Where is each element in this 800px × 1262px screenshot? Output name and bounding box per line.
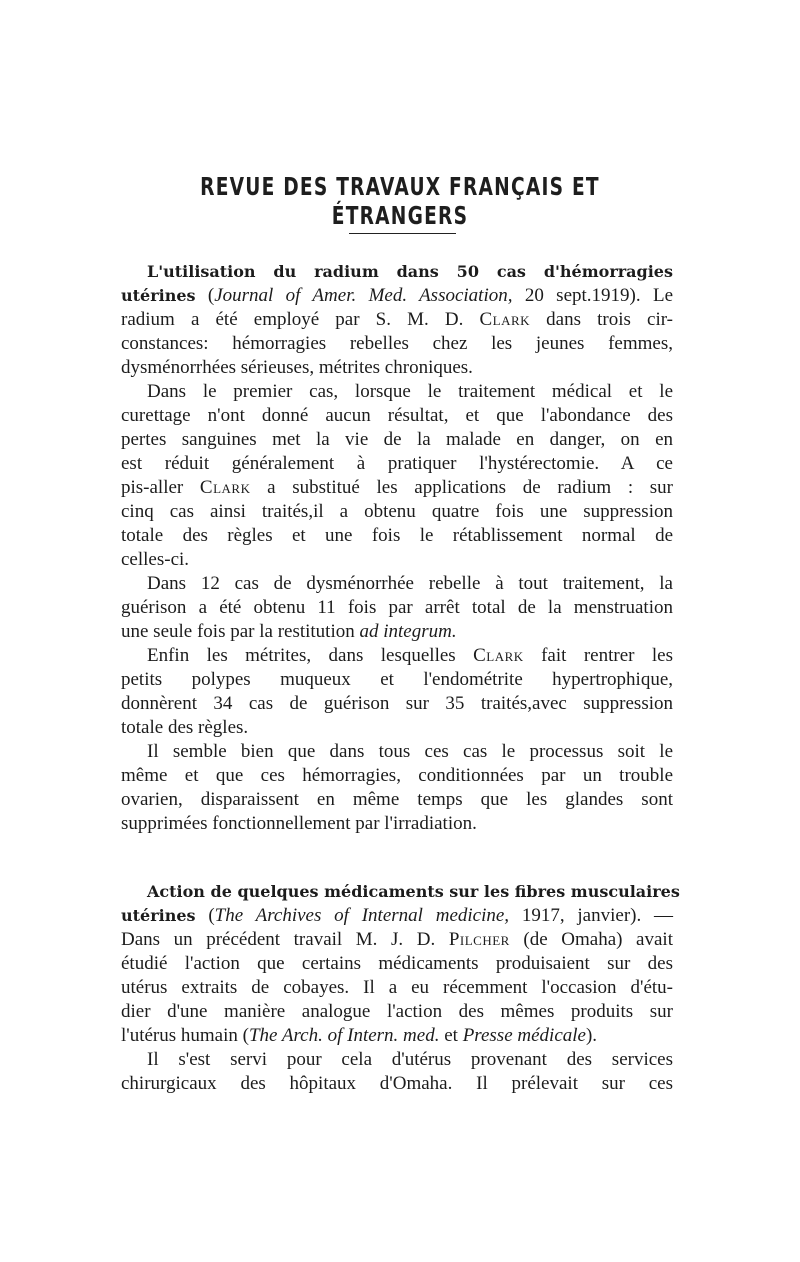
title-rule: [349, 233, 456, 234]
article1: L'utilisation du radium dans 50 cas d'hémorragies utérines (Journal of Amer. Med. Association, 20 sept.1919). Le radium a été employé par S. M. D. Clark dans trois cir- constances: hémorragies rebelles chez les jeunes femmes, dysménorrhées sérieuses, métrites chroniques. Dans le premier cas, lorsque le traitement médical et le curettage n'ont donné aucun résultat, et que l'abondance des pertes sanguines met la vie de la malade en danger, on en est réduit généralement à pratiquer l'hystérectomie. A ce pis-aller Clark a substitué les applications de radium : sur cinq cas ainsi traités,il a obtenu quatre fois une suppression totale des règles et une fois le rétablissement normal de celles-ci. Dans 12 cas de dysménorrhée rebelle à tout traitement, la guérison a été obtenu 11 fois par arrêt total de la menstruation une seule fois par la restitution ad integrum. Enfin les métrites, dans lesquelles Clark fait rentrer les petits polypes muqueux et l'endométrite hypertrophique, donnèrent 34 cas de guérison sur 35 traités,avec suppression totale des règles. Il semble bien que dans tous ces cas le processus soit le même et que ces hémorragies, conditionnées par un trouble ovarien, disparaissent en même temps que les glandes sont supprimées fonctionnellement par l'irradiation.: [121, 262, 674, 834]
article2: Action de quelques médicaments sur les fibres musculaires utérines (The Archives of Internal medicine, 1917, janvier). — Dans un précédent travail M. J. D. Pilcher (de Omaha) avait étudié l'action que certains médicaments produisaient sur des utérus extraits de cobayes. Il a eu récemment l'occasion d'étu- dier d'une manière analogue l'action des mêmes produits sur l'utérus humain (The Arch. of Intern. med. et Presse médicale). Il s'est servi pour cela d'utérus provenant des services chirurgicaux des hôpitaux d'Omaha. Il prélevait sur ces: [121, 882, 680, 1094]
page-title: REVUE DES TRAVAUX FRANÇAIS ET ÉTRANGERS: [200, 172, 600, 230]
